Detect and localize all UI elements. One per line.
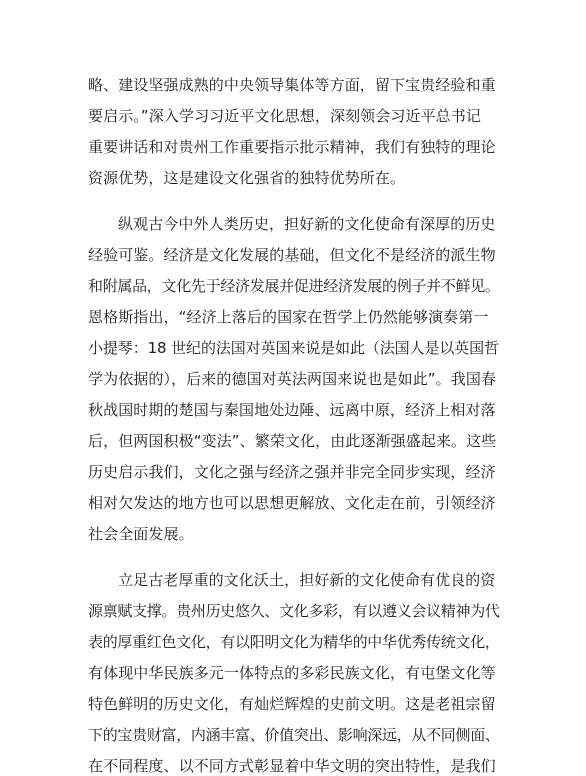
- paragraph-first-line: 纵观古今中外人类历史，担好新的文化使命有深厚的历史: [118, 215, 496, 233]
- paragraph-first-line: 立足古老厚重的文化沃土，担好新的文化使命有优良的资: [118, 571, 496, 589]
- text-line: 相对欠发达的地方也可以思想更解放、文化走在前，引领经济: [88, 494, 496, 512]
- text-line: 资源优势，这是建设文化强省的独特优势所在。: [88, 169, 406, 187]
- text-line: 经验可鉴。经济是文化发展的基础，但文化不是经济的派生物: [88, 246, 496, 264]
- text-line: 和附属品，文化先于经济发展并促进经济发展的例子并不鲜见。: [88, 277, 500, 295]
- text-line: 小提琴：18 世纪的法国对英国来说是如此（法国人是以英国哲: [88, 339, 499, 357]
- text-line: 秋战国时期的楚国与秦国地处边陲、远离中原，经济上相对落: [88, 401, 496, 419]
- text-line: 在不同程度、以不同方式彰显着中华文明的突出特性，是我们: [88, 757, 496, 775]
- text-line: 表的厚重红色文化，有以阳明文化为精华的中华优秀传统文化，: [88, 633, 500, 651]
- text-line: 历史启示我们，文化之强与经济之强并非完全同步实现，经济: [88, 463, 496, 481]
- text-line: 学为依据的），后来的德国对英法两国来说也是如此”。我国春: [88, 370, 497, 388]
- text-line: 源禀赋支撑。贵州历史悠久、文化多彩，有以遵义会议精神为代: [88, 602, 500, 620]
- text-line: 社会全面发展。: [88, 525, 194, 543]
- text-line: 特色鲜明的历史文化，有灿烂辉煌的史前文明。这是老祖宗留: [88, 695, 496, 713]
- text-line: 略、建设坚强成熟的中央领导集体等方面，留下宝贵经验和重: [88, 76, 496, 94]
- text-line: 重要讲话和对贵州工作重要指示批示精神，我们有独特的理论: [88, 138, 496, 156]
- text-line: 要启示。”深入学习习近平文化思想，深刻领会习近平总书记: [88, 107, 481, 125]
- text-line: 后，但两国积极“变法”、繁荣文化，由此逐渐强盛起来。这些: [88, 432, 497, 450]
- text-line: 恩格斯指出，“经济上落后的国家在哲学上仍然能够演奏第一: [88, 308, 489, 326]
- text-line: 有体现中华民族多元一体特点的多彩民族文化，有屯堡文化等: [88, 664, 496, 682]
- text-line: 下的宝贵财富，内涵丰富、价值突出、影响深远，从不同侧面、: [88, 726, 500, 744]
